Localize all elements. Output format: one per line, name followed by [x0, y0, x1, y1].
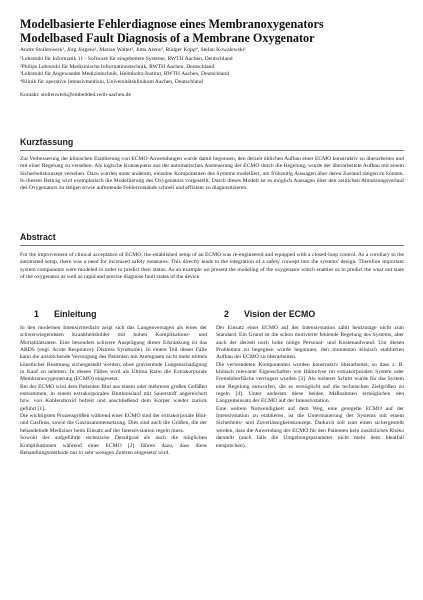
- abstract-text: For the improvement of clinical acceptance of ECMO, the established setup of an ECMO was re-engineered and equipped with a closed-loop control. As a corollary to the automated setup, there was a need for increased safety measures. This directly leads to the integration of a safety concept into the systems' design. Therefore important system components were modeled in order to predict their status. As an example we present the modeling of the oxygenator which enables us to predict the wear out state of the oxygenator as well as rapid and precise diagnose fault states of the device.: [20, 252, 404, 281]
- affiliation-2: ²Philips Lehrstuhl für Medizinische Informationstechnik, RWTH Aachen, Deutschland: [20, 63, 215, 70]
- section-2-heading: [224, 309, 315, 319]
- section-2-title: Vision der ECMO: [244, 309, 316, 319]
- affiliation-4: ⁴Klinik für operative Intensivmedizin, Universitätsklinikum Aachen, Deutschland: [20, 78, 203, 85]
- contact-line: Kontakt: stollenwerk@embedded.rwth-aachen.de: [20, 92, 131, 98]
- section-1-body: [20, 325, 207, 457]
- affiliations: [20, 56, 410, 86]
- section-2-paragraph: Der Einsatz einer ECMO auf der Intensivstation zählt heutzutage nicht zum Standard. Ein Grund ist die schon motivierte fehlende Regelung des Systems, aber auch der derzeit noch hohe nötige Personal- und Kostenaufwand. Um diesen Problemen zu begegnen wurde begonnen, den momentan klinisch etablierten Aufbau der ECMO zu überarbeiten.: [216, 325, 404, 361]
- section-2-paragraph: Eine weitere Notwendigkeit auf dem Weg, eine geregelte ECMO auf der Intensivstation zu etablieren, ist die Untermauerung des Systems mit einem Sicherheits- und Zuverlässigkeitskonzept. Dadurch soll zum einen sichergestellt werden, dass die Anwendung der ECMO für den Patienten kein zusätzliches Risiko darstellt (auch falls die Umgebungsparameter nicht mehr dem Idealfall entsprechen).: [216, 405, 404, 449]
- section-1-heading: [34, 309, 97, 319]
- title-german: Modelbasierte Fehlerdiagnose eines Membranoxygenators: [20, 17, 324, 31]
- paper-title: [20, 18, 410, 45]
- section-1-paragraph: In den modernen Intensivmedizin zeigt sich das Lungenversagen als eines der schwerwiegendsten Krankheitsbilder mit hohen Komplikations- und Mortalitätsraten. Eine besonders schwere Ausprägung dieser Erkrankung ist das ARDS (engl. Acute Respiratory Distress Syndrome). In einem Teil dieser Fälle kann die ausreichende Versorgung des Patienten mit Atemgasen nicht mehr mittels künstlicher Beatmung sichergestellt werden, ohne gravierende Lungenschädigung in Kauf zu nehmen. In diesen Fällen wird als Ultima Ratio die Extrakorporale Membranoxygenierung (ECMO) eingesetzt.: [20, 325, 207, 383]
- section-2-number: 2: [224, 309, 229, 319]
- author-list: Andre Stollenwerk¹, Jörg Jörgens¹, Marian Walter², Jutta Arens³, Rüdger Kopp⁴, Stefan Kowalewski¹: [20, 47, 246, 53]
- affiliation-3: ³Lehrstuhl für Angewandte Medizintechnik, Helmholtz-Institut, RWTH Aachen, Deutschland: [20, 71, 229, 77]
- section-1-paragraph: Sowohl der aufgeführte technische Detailgrad als auch die möglichen Komplikationen während einer ECMO [2] führen dazu, dass diese Behandlungsmethode nur in sehr wenigen Zentren eingesetzt wird.: [20, 435, 207, 456]
- abstract-rule: [20, 245, 404, 246]
- kurzfassung-rule: [20, 150, 404, 151]
- abstract-heading: Abstract: [20, 232, 56, 242]
- kurzfassung-text: Zur Verbesserung der klinischen Etablierung von ECMO-Anwendungen wurde damit begonnen, den derzeit üblichen Aufbau einer ECMO konstruktiv zu überarbeiten und mit einer Regelung zu versehen. Als logische Konsequenz aus der automatischen Ansteuerung der ECMO durch die Regelung, wurde der überarbeitete Aufbau mit einem Sicherheitskonzept versehen. Dazu wurden unter anderem, einzelne Komponenten des Systems modelliert, um frühzeitig Aussagen über deren Zustand tätigen zu können. In diesem Beitrag wird exemplarisch die Modellierung des Oxygenators vorgestellt. Durch dieses Modell ist es möglich Aussagen über den zeitlichen Abnutzungsverlauf des Oxygenators zu tätigen sowie auftretende Fehlerzustände schnell und effizient zu diagnostizieren.: [20, 156, 404, 192]
- section-1-title: Einleitung: [54, 309, 97, 319]
- section-1-paragraph: Bei der ECMO wird dem Patienten Blut aus einem oder mehreren großen Gefäßen entnommen, in einem extrakorporalen Blutkreislauf mit Sauerstoff angereichert bzw. von Kohlendioxid befreit und anschließend dem Körper wieder zurück geführt [1].: [20, 383, 207, 412]
- title-english: Modelbased Fault Diagnosis of a Membrane Oxygenator: [20, 30, 315, 45]
- kurzfassung-heading: Kurzfassung: [20, 137, 74, 147]
- section-2-body: [216, 325, 404, 450]
- affiliation-1: ¹Lehrstuhl für Informatik 11 - Software für eingebettete Systeme, RWTH Aachen, Deutschland: [20, 56, 233, 62]
- section-1-number: 1: [34, 309, 39, 319]
- section-1-paragraph: Die wichtigsten Prozessgrößen während einer ECMO sind der extrakorporale Blut- und Gasfluss, sowie die Gaszusammensetzung. Dies sind auch die Größen, die der behandelnde Mediziner beim Einsatz auf der Intensivstation regeln muss.: [20, 413, 207, 434]
- section-2-paragraph: Die verwendeten Komponenten wurden konstruktiv überarbeitet, so dass z. B. klinisch relevante Eigenschaften wie Hämolyse im extrakorporalen System oder Fremdoberfläche verringert wurden [3]. Als weiterer Schritt wurde für das System eine Regelung entworfen, die es ermöglicht auf die technischen Zielgrößen zu regeln [4]. Unter anderem diese beiden Maßnahmen ermöglichen den Langzeiteinsatz der ECMO auf der Intensivstation.: [216, 361, 404, 405]
